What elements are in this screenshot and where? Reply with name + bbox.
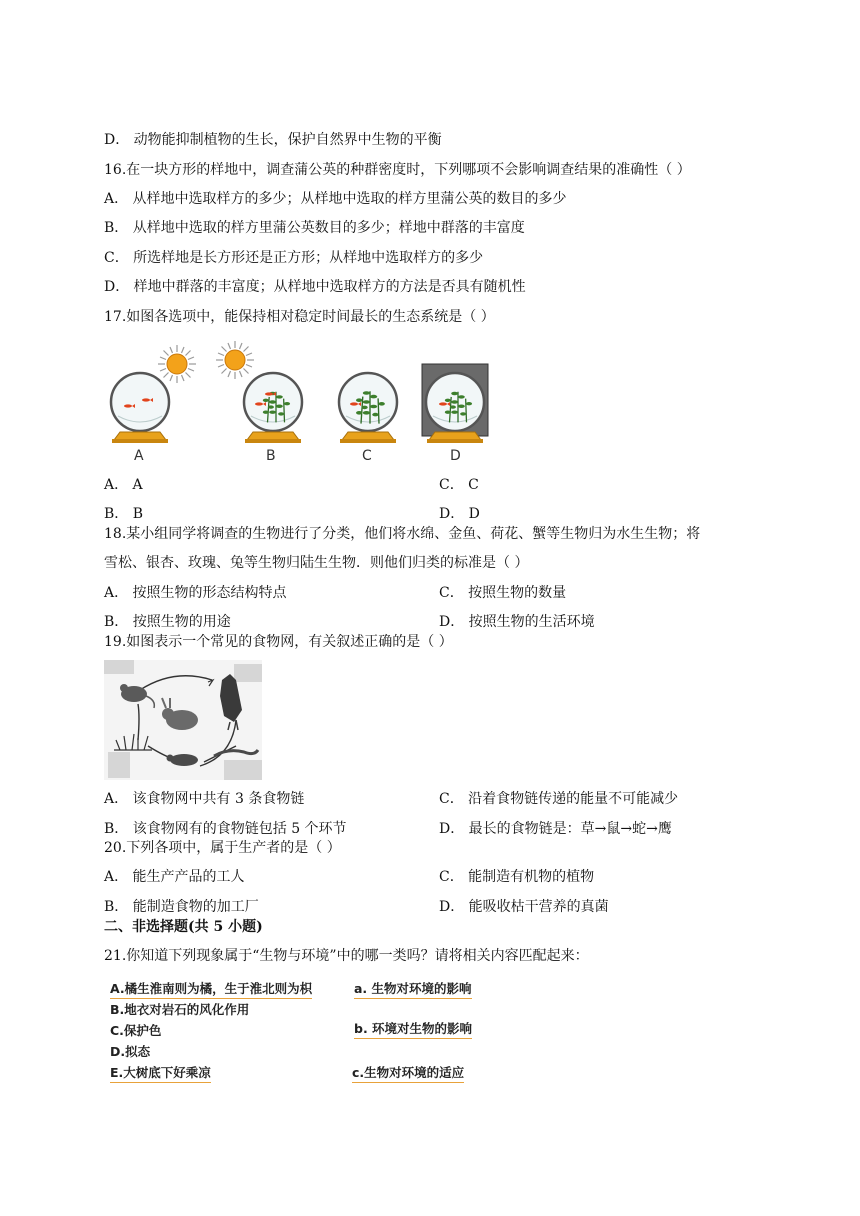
match-left-a: A.橘生淮南则为橘，生于淮北则为枳 — [110, 981, 312, 999]
match-left-d: D.拟态 — [110, 1044, 151, 1059]
q16-option-a: A． 从样地中选取样方的多少；从样地中选取的样方里蒲公英的数目的多少 — [104, 191, 567, 207]
q18-option-d: D． 按照生物的生活环境 — [439, 614, 595, 630]
q16-option-b: B． 从样地中选取的样方里蒲公英数目的多少；样地中群落的丰富度 — [104, 220, 525, 236]
q20-option-a: A． 能生产产品的工人 — [104, 869, 245, 885]
bottle-b — [244, 373, 302, 443]
q17-option-c: C． C — [439, 477, 479, 493]
q20-option-d: D． 能吸收枯干营养的真菌 — [439, 899, 609, 915]
q16-option-d: D． 样地中群落的丰富度；从样地中选取样方的方法是否具有随机性 — [104, 279, 526, 295]
q20-option-c: C． 能制造有机物的植物 — [439, 869, 595, 885]
q18-stem-line2: 雪松、银杏、玫瑰、兔等生物归陆生生物．则他们归类的标准是（ ） — [104, 555, 529, 571]
q18-option-a: A． 按照生物的形态结构特点 — [104, 585, 287, 601]
q17-option-a: A． A — [104, 477, 143, 493]
q19-stem: 19.如图表示一个常见的食物网，有关叙述正确的是（ ） — [104, 634, 453, 650]
q19-option-d: D． 最长的食物链是：草→鼠→蛇→鹰 — [439, 821, 672, 837]
q15-option-d: D． 动物能抑制植物的生长，保护自然界中生物的平衡 — [104, 132, 442, 148]
figure-label-b: B — [266, 448, 276, 464]
match-left-c: C.保护色 — [110, 1023, 162, 1038]
match-right-a: a. 生物对环境的影响 — [354, 981, 472, 999]
section-heading: 二、非选择题(共 5 小题) — [104, 919, 263, 935]
q16-option-c: C． 所选样地是长方形还是正方形；从样地中选取样方的多少 — [104, 250, 484, 266]
q16-stem: 16.在一块方形的样地中，调查蒲公英的种群密度时，下列哪项不会影响调查结果的准确性（ ） — [104, 162, 691, 178]
ecosystem-bottles-figure — [100, 338, 500, 466]
figure-label-a: A — [134, 448, 144, 464]
q21-stem: 21.你知道下列现象属于“生物与环境”中的哪一类吗？请将相关内容匹配起来： — [104, 948, 589, 964]
bottle-c — [339, 373, 397, 443]
q19-option-a: A． 该食物网中共有 3 条食物链 — [104, 791, 305, 807]
q19-option-b: B． 该食物网有的食物链包括 5 个环节 — [104, 821, 347, 837]
bottle-a — [111, 373, 169, 443]
q18-option-c: C． 按照生物的数量 — [439, 585, 567, 601]
q17-option-d: D． D — [439, 506, 480, 522]
bottle-d — [426, 373, 484, 443]
q17-option-b: B． B — [104, 506, 144, 522]
match-left-b: B.地衣对岩石的风化作用 — [110, 1002, 250, 1017]
q20-option-b: B． 能制造食物的加工厂 — [104, 899, 259, 915]
match-right-c: c.生物对环境的适应 — [352, 1065, 464, 1083]
q18-option-b: B． 按照生物的用途 — [104, 614, 231, 630]
q17-stem: 17.如图各选项中，能保持相对稳定时间最长的生态系统是（ ） — [104, 309, 495, 325]
q19-option-c: C． 沿着食物链传递的能量不可能减少 — [439, 791, 679, 807]
q18-stem-line1: 18.某小组同学将调查的生物进行了分类，他们将水绵、金鱼、荷花、蟹等生物归为水生生物；将 — [104, 526, 701, 542]
figure-label-d: D — [450, 448, 461, 464]
figure-label-c: C — [362, 448, 372, 464]
match-left-e: E.大树底下好乘凉 — [110, 1065, 211, 1083]
match-right-b: b. 环境对生物的影响 — [354, 1021, 472, 1039]
food-web-figure — [104, 660, 262, 780]
q20-stem: 20.下列各项中，属于生产者的是（ ） — [104, 840, 341, 856]
